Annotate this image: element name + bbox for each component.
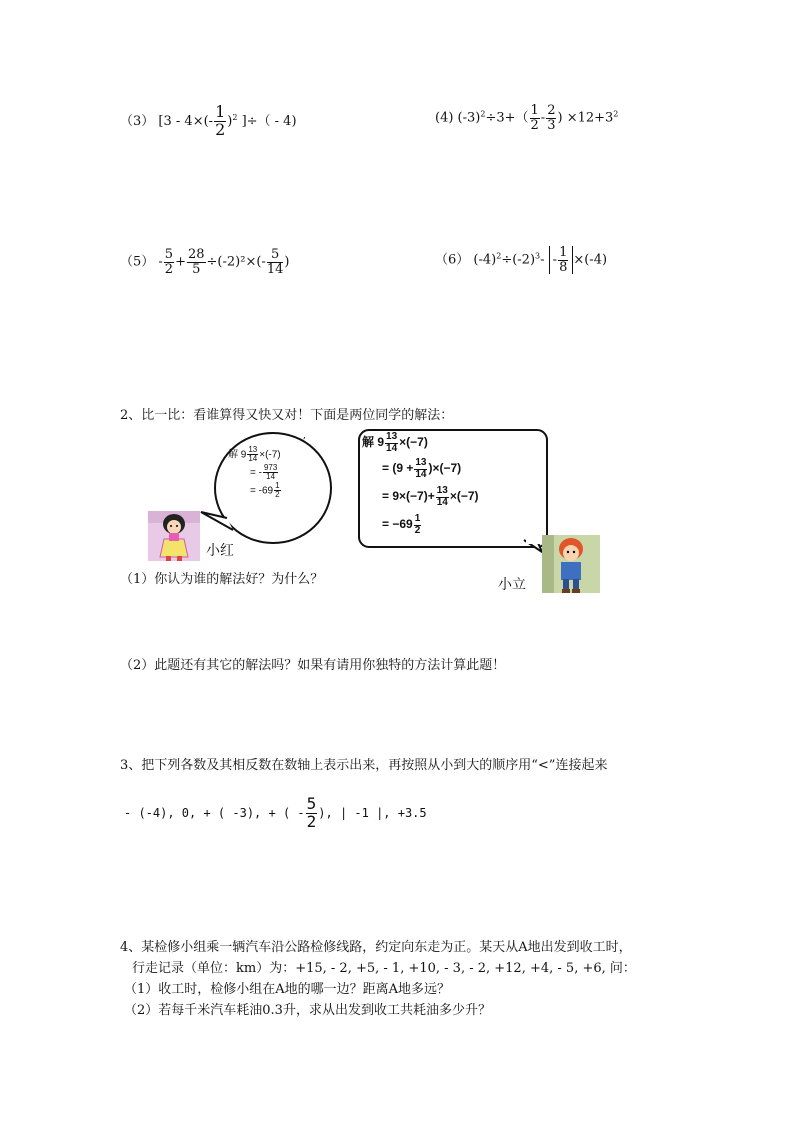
xiaohong-name: 小红: [206, 542, 234, 558]
problem-6: （6） $(-4)^2\div(-2)^3-$ - $\frac{1}{8}$ ×(-4): [435, 245, 608, 275]
q4-sub1: （1）收工时，检修小组在A地的哪一边？距离A地多远？: [124, 982, 451, 997]
absolute-value: - $\frac{1}{8}$: [549, 246, 574, 274]
q3-heading: 3、把下列各数及其相反数在数轴上表示出来，再按照从小到大的顺序用“<”连接起来: [120, 758, 608, 773]
xiaohong-girl-picture: [148, 511, 200, 561]
xiaoli-boy-picture: [542, 535, 600, 593]
xiaoli-line-3: = 9×(−7)+ $\frac{13}{14}$ ×(−7): [382, 485, 479, 508]
problem-3-label: （3）: [120, 113, 155, 129]
fraction: $\frac{2}{3}$: [547, 103, 556, 133]
fraction: $\frac{5}{2}$: [164, 247, 174, 277]
fraction: $\frac{13}{14}$: [386, 431, 398, 454]
xiaohong-solution: [228, 446, 282, 499]
fraction: $\frac{13}{14}$: [415, 457, 427, 480]
xiaohong-line-3: = -69 $\frac{1}{2}$: [250, 480, 280, 499]
q4-line-2: 行走记录（单位：km）为：+15, - 2, +5, - 1, +10, - 3, - 2, +12, +4, - 5, +6, 问：: [132, 961, 636, 976]
fraction: $\frac{1}{2}$: [530, 103, 539, 133]
xiaoli-name: 小立: [498, 576, 526, 592]
problem-3-open: [3 - 4×(-: [158, 113, 214, 129]
xiaoli-line-4: = −69 $\frac{1}{2}$: [382, 513, 421, 536]
fraction: $\frac{13}{14}$: [248, 445, 258, 464]
q4-line-1: 4、某检修小组乘一辆汽车沿公路检修线路，约定向东走为正。某天从A地出发到收工时，: [120, 940, 632, 955]
problem-5: （5） - $\frac{5}{2}$ + $\frac{28}{5}$ ÷(-2)²×(- $\frac{5}{14}$ ): [120, 247, 290, 277]
xiaoli-line-2: = (9 + $\frac{13}{14}$ )×(−7): [382, 457, 462, 480]
fraction: $\frac{1}{2}$: [215, 102, 226, 139]
fraction: $\frac{1}{2}$: [275, 480, 280, 499]
svg-text:,: ,: [303, 431, 306, 441]
xiaoli-line-1: 解 9 $\frac{13}{14}$ ×(−7): [362, 431, 428, 454]
q2-heading: 2、比一比：看谁算得又快又对！下面是两位同学的解法：: [120, 408, 454, 423]
xiaohong-line-1: 解 9 $\frac{13}{14}$ ×(-7): [228, 445, 281, 464]
fraction: $\frac{5}{14}$: [266, 247, 284, 277]
q4-sub2: （2）若每千米汽车耗油0.3升，求从出发到收工共耗油多少升？: [124, 1003, 491, 1018]
fraction: $\frac{28}{5}$: [187, 247, 205, 277]
fraction: $\frac{1}{8}$: [559, 245, 568, 275]
q2-sub2: （2）此题还有其它的解法吗？如果有请用你独特的方法计算此题！: [120, 658, 506, 673]
xiaoli-solution: [362, 432, 479, 540]
xiaohong-line-2: = - $\frac{973}{14}$: [250, 462, 278, 482]
problem-3-rest: ]÷（ - 4): [241, 113, 297, 129]
q2-sub1: （1）你认为谁的解法好？为什么？: [120, 572, 324, 587]
fraction: $\frac{13}{14}$: [436, 485, 448, 508]
problem-3: （3） [3 - 4×(- $\frac{1}{2}$ )$^2$ ]÷（ - 4): [120, 102, 297, 139]
problem-4: (4) $(-3)^2\div 3+$（ $\frac{1}{2}$ - $\frac{2}{3}$ ) $\times 12+3^2$: [435, 103, 619, 133]
fraction: $\frac{5}{2}$: [306, 794, 317, 831]
fraction: $\frac{973}{14}$: [263, 462, 278, 482]
fraction: $\frac{1}{2}$: [414, 513, 421, 536]
q3-number-list: - (-4), 0, + ( -3), + ( - $\frac{5}{2}$ ), | -1 |, +3.5: [124, 794, 427, 831]
